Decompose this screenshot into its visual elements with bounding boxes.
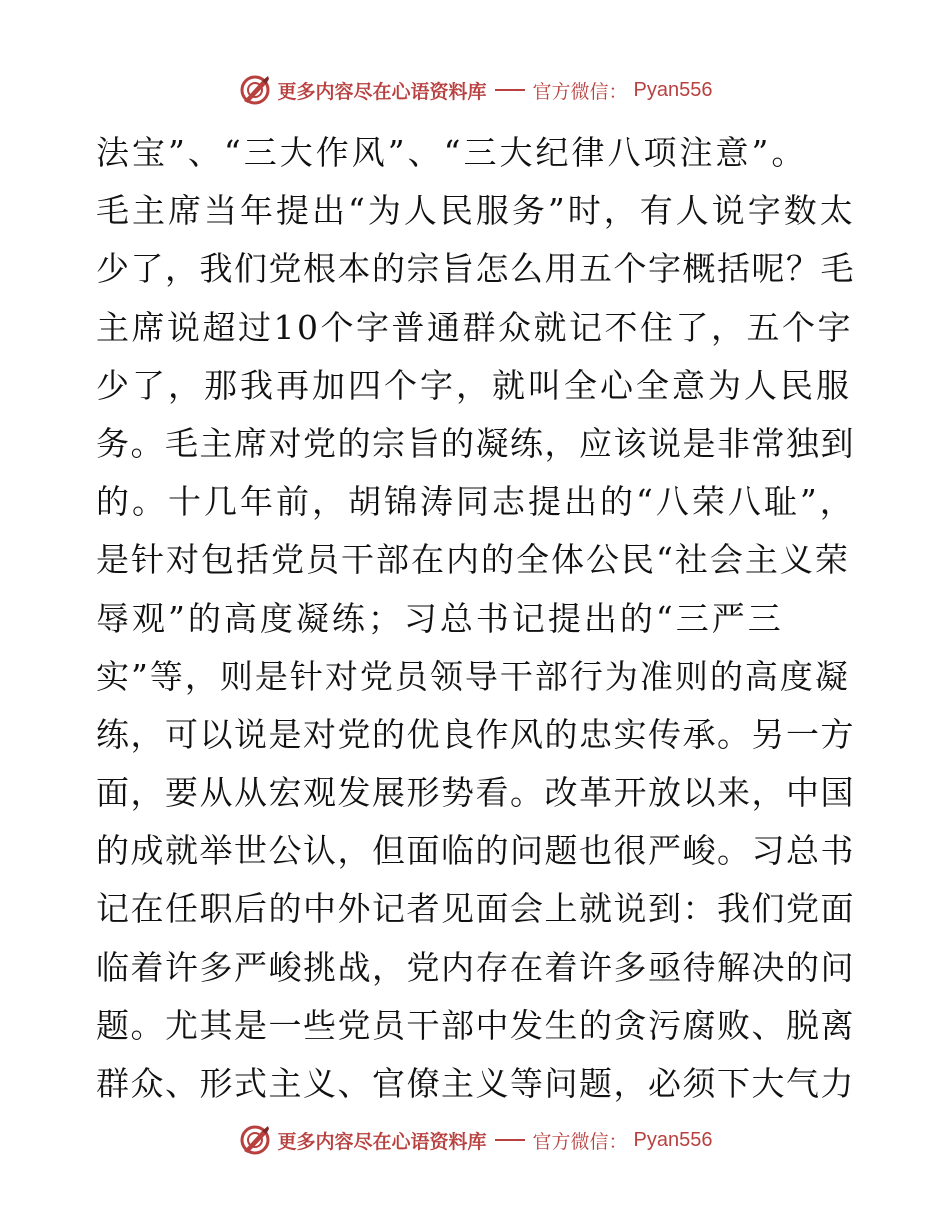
body-line: 的。十几年前，胡锦涛同志提出的“八荣八耻”， — [96, 482, 856, 522]
body-line: 主席说超过10个字普通群众就记不住了，五个字 — [96, 307, 853, 347]
banner-brand-text: 更多内容尽在心语资料库 — [277, 80, 487, 103]
body-line: 面，要从从宏观发展形势看。改革开放以来，中国 — [96, 773, 855, 813]
pen-logo-icon — [238, 73, 272, 107]
body-line: 练，可以说是对党的优良作风的忠实传承。另一方 — [96, 714, 855, 754]
banner-brand-text: 更多内容尽在心语资料库 — [277, 1130, 487, 1153]
banner-wechat-label: 官方微信： — [532, 1130, 628, 1153]
body-line: 群众、形式主义、官僚主义等问题，必须下大气力 — [96, 1064, 855, 1103]
body-line: 是针对包括党员干部在内的全体公民“社会主义荣 — [96, 540, 850, 580]
banner-wechat-handle: Pyan556 — [633, 1128, 713, 1151]
body-line: 的成就举世公认，但面临的问题也很严峻。习总书 — [96, 831, 855, 871]
banner-separator — [495, 89, 525, 91]
banner-wechat-label: 官方微信： — [532, 80, 628, 103]
body-line: 题。尤其是一些党员干部中发生的贪污腐败、脱离 — [96, 1005, 855, 1045]
body-line: 辱观”的高度凝练；习总书记提出的“三严三 — [96, 598, 784, 638]
body-line: 毛主席当年提出“为人民服务”时，有人说字数太 — [96, 191, 856, 231]
body-line: 少了，那我再加四个字，就叫全心全意为人民服 — [96, 365, 852, 405]
banner-wechat-handle: Pyan556 — [633, 78, 713, 101]
footer-banner — [0, 1122, 950, 1158]
header-banner — [0, 72, 950, 108]
document-body — [96, 124, 856, 1113]
banner-separator — [495, 1139, 525, 1141]
body-line: 记在任职后的中外记者见面会上就说到：我们党面 — [96, 889, 855, 929]
pen-logo-icon — [238, 1123, 272, 1157]
body-line: 法宝”、“三大作风”、“三大纪律八项注意”。 — [96, 133, 808, 172]
body-line: 务。毛主席对党的宗旨的凝练，应该说是非常独到 — [96, 423, 855, 463]
body-line: 实”等，则是针对党员领导干部行为准则的高度凝 — [96, 656, 850, 696]
body-line: 临着许多严峻挑战，党内存在着许多亟待解决的问 — [96, 947, 855, 987]
body-line: 少了，我们党根本的宗旨怎么用五个字概括呢？毛 — [96, 249, 855, 289]
